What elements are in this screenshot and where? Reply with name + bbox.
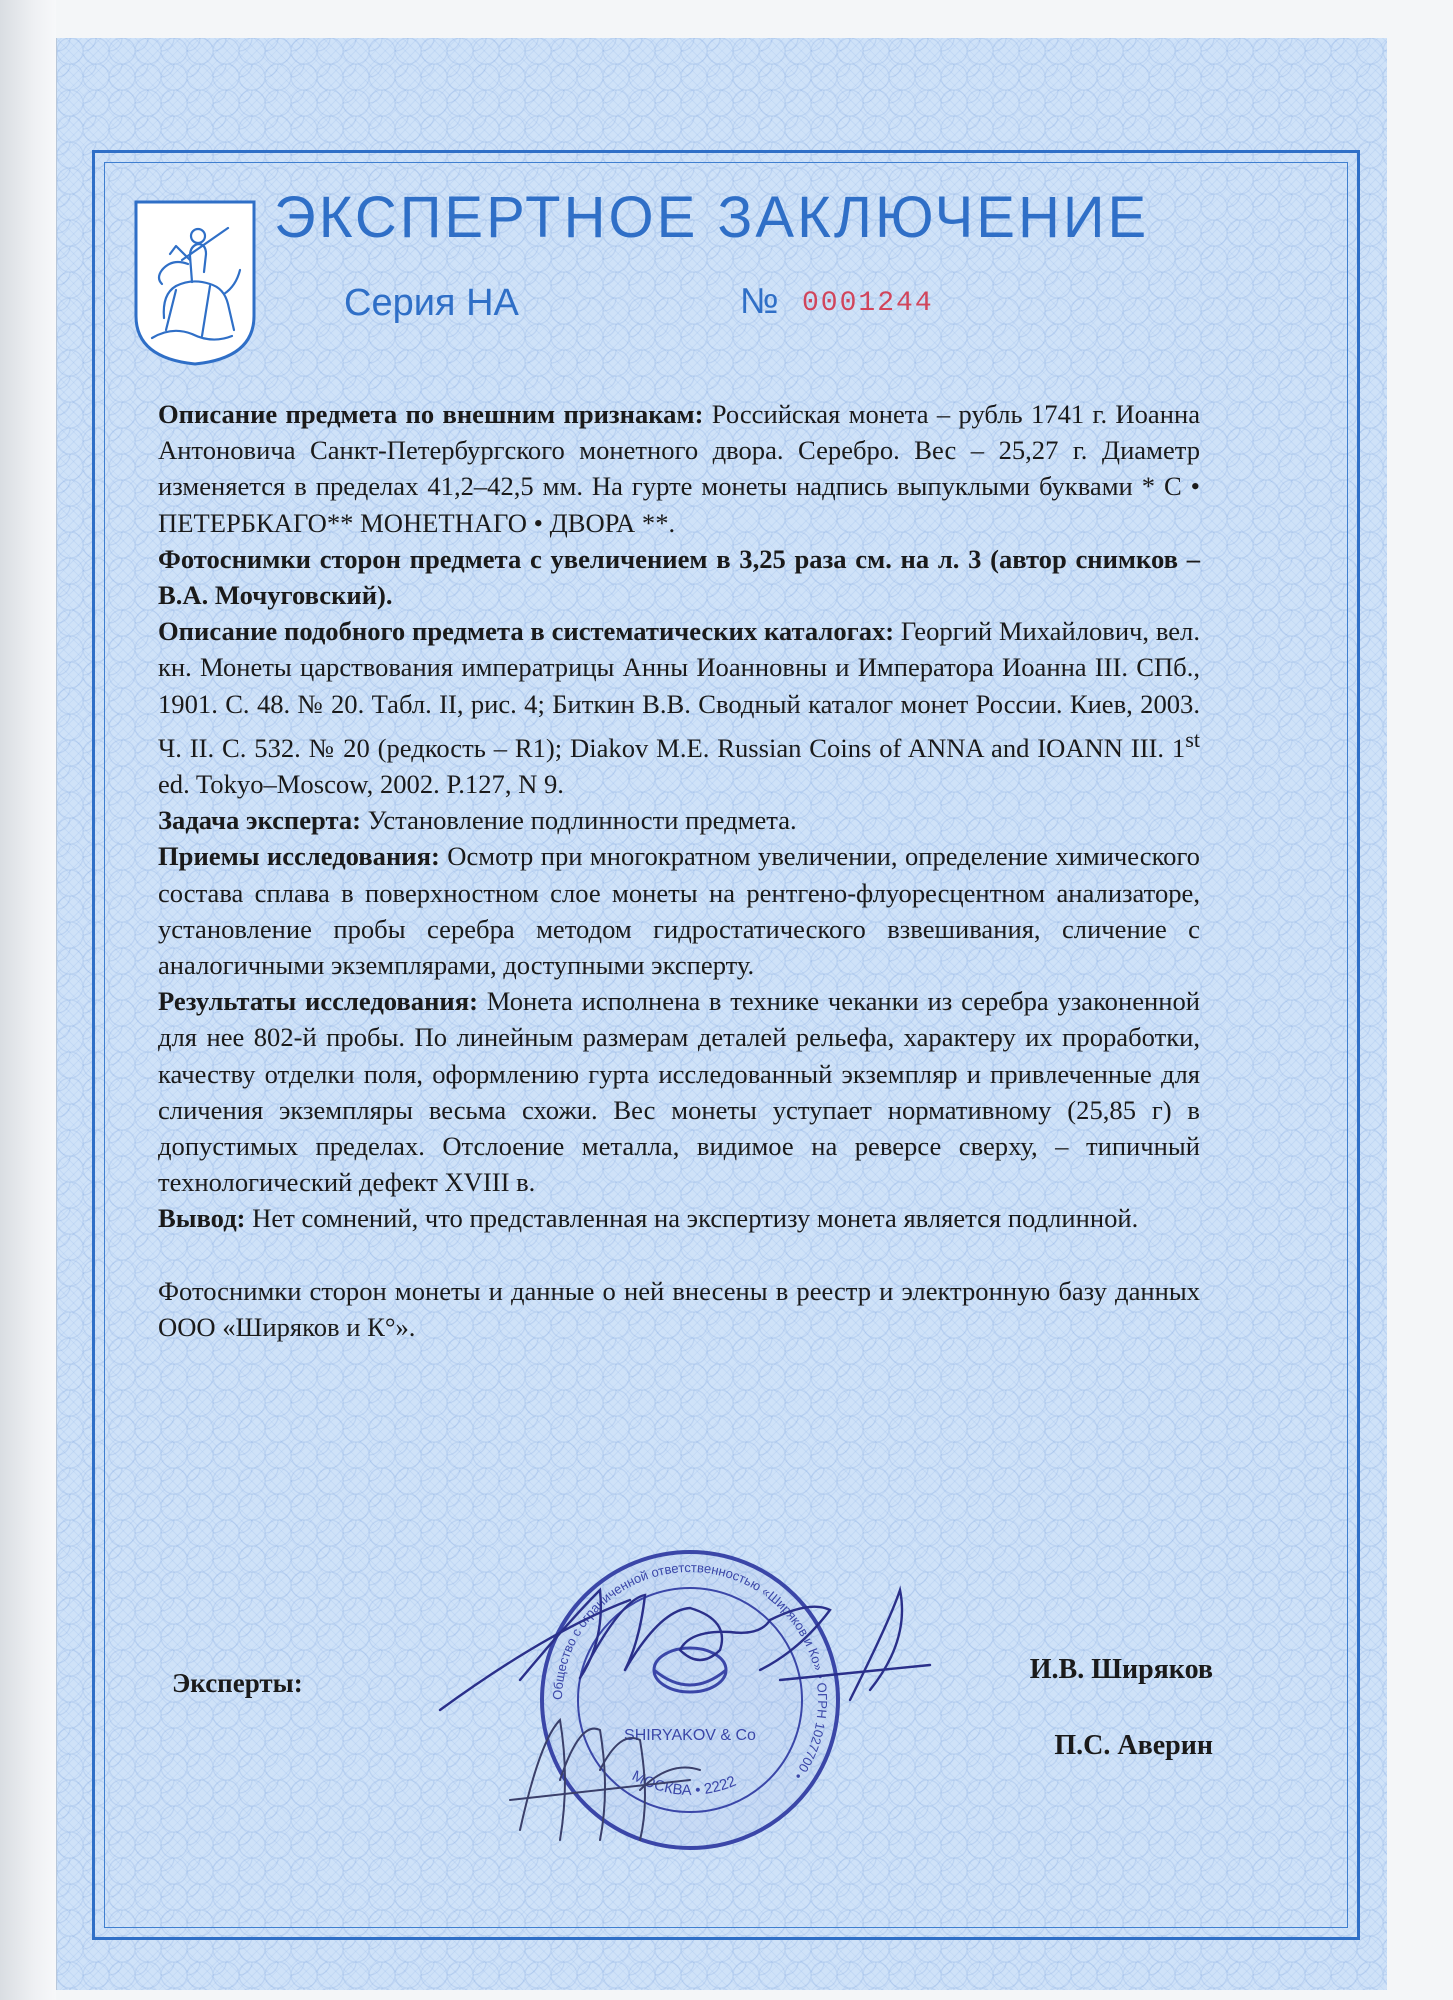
certificate-number: 0001244	[802, 288, 934, 319]
catalogs-text: Георгий Михайлович, вел. кн. Монеты царствования императрицы Анны Иоанновны и Императора Иоанна III. СПб., 1901. С. 48. № 20. Табл. II, рис. 4; Биткин В.В. Сводный каталог монет России. Киев, 2003. Ч. II. С. 532. № 20 (редкость – R1); Diakov M.E. Russian Coins of ANNA and IOANN III. 1	[158, 616, 1200, 763]
signature-averin-icon	[500, 1700, 740, 1850]
results-text: Монета исполнена в технике чеканки из серебра узаконенной для нее 802-й пробы. По линейным размерам деталей рельефа, характеру их проработки, качеству отделки поля, оформлению гурта исследованный экземпляр и привлеченные для сличения экземпляры весьма схожи. Вес монеты уступает нормативному (25,85 г) в допустимых пределах. Отслоение металла, видимое на реверсе сверху, – типичный технологический дефект XVIII в.	[158, 986, 1201, 1198]
series-label: Серия НА	[344, 282, 519, 324]
conclusion-paragraph	[158, 1200, 1200, 1236]
task-text: Установление подлинности предмета.	[361, 805, 797, 836]
methods-text: Осмотр при многократном увеличении, определение химического состава сплава в поверхностном слое монеты на рентгено-флуоресцентном анализаторе, установление пробы серебра методом гидростатического взвешивания, сличение с аналогичными экземплярами, доступными эксперту.	[158, 841, 1200, 980]
certificate-body	[158, 396, 1200, 1345]
task-paragraph	[158, 802, 1200, 838]
methods-label: Приемы исследования:	[158, 841, 440, 872]
expert-name-2: П.С. Аверин	[1054, 1730, 1213, 1761]
catalogs-label: Описание подобного предмета в систематических каталогах:	[158, 616, 895, 647]
paragraph-gap	[158, 1237, 1200, 1273]
registry-paragraph: Фотоснимки сторон монеты и данные о ней внесены в реестр и электронную базу данных ООО «Ширяков и К°».	[158, 1275, 1200, 1342]
results-label: Результаты исследования:	[158, 986, 478, 1017]
task-label: Задача эксперта:	[158, 805, 362, 836]
conclusion-text: Нет сомнений, что представленная на экспертизу монета является подлинной.	[245, 1203, 1139, 1234]
page-edge	[0, 0, 56, 2000]
description-text: Российская монета – рубль 1741 г. Иоанна Антоновича Санкт-Петербургского монетного двора. Серебро. Вес – 25,27 г. Диаметр изменяется в пределах 41,2–42,5 мм. На гурте монеты надпись выпуклыми буквами * С • ПЕТЕРБКАГО** МОНЕТНАГО • ДВОРА **.	[158, 399, 1200, 538]
conclusion-label: Вывод:	[158, 1203, 246, 1234]
photos-text: Фотоснимки сторон предмета с увеличением в 3,25 раза см. на л. 3 (автор снимков – В.А. Мочуговский).	[158, 543, 1200, 611]
expert-name-1: И.В. Ширяков	[1029, 1654, 1213, 1685]
catalogs-paragraph	[158, 613, 1200, 802]
methods-paragraph	[158, 838, 1200, 983]
seal-center-text: SHIRYAKOV & Co	[624, 1727, 756, 1744]
seal-ring-text: Общество с ограниченной ответственностью «Ширяков и Ко» • ОГРН 1027700 •	[549, 1559, 831, 1783]
description-label: Описание предмета по внешним признакам:	[158, 399, 704, 429]
seal-bottom-text: МОСКВА • 2222	[629, 1767, 739, 1800]
experts-label: Эксперты:	[172, 1668, 303, 1698]
catalogs-text-end: ed. Tokyo–Moscow, 2002. P.127, N 9.	[158, 768, 564, 799]
document-title: ЭКСПЕРТНОЕ ЗАКЛЮЧЕНИЕ	[274, 185, 1150, 250]
moscow-coat-of-arms-icon	[132, 198, 258, 366]
results-paragraph	[158, 983, 1200, 1200]
catalogs-superscript: st	[1185, 726, 1200, 752]
number-label: №	[740, 280, 779, 321]
description-paragraph	[158, 396, 1200, 541]
photos-paragraph	[158, 541, 1200, 613]
